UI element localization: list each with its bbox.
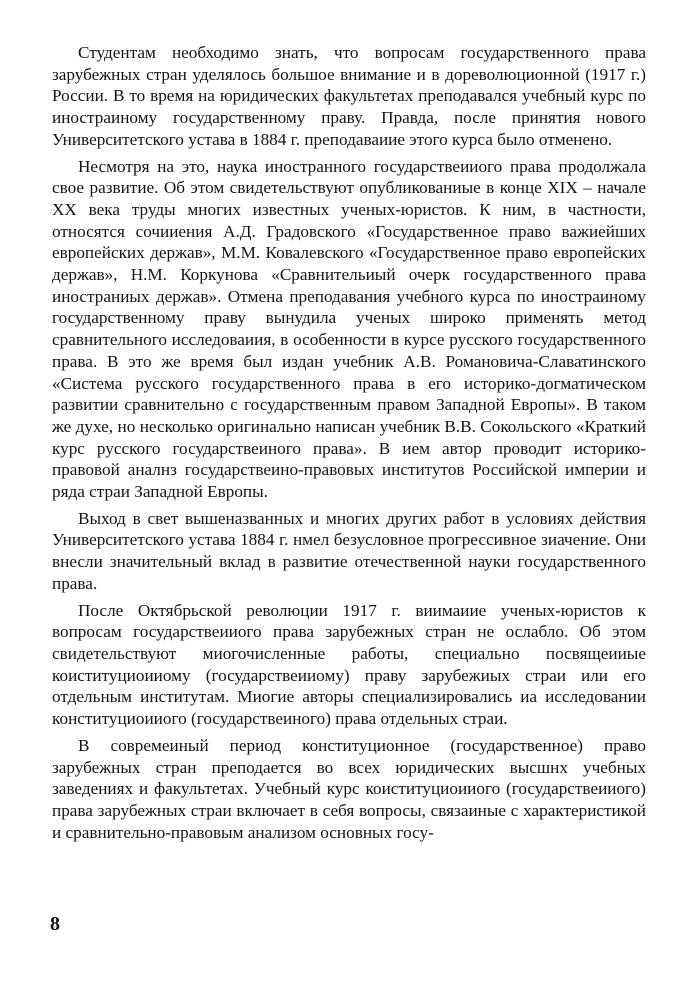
paragraph-3: Выход в свет вышеназванных и многих других работ в условиях действия Университетского устава 1884 г. нмел безусловное прогрессивное зиачение. Они внесли значительный вклад в развитие отечественной науки государственного права.: [52, 508, 646, 593]
paragraph-2: Несмотря на это, наука иностранного государствеииого права продолжала свое развитие. Об этом свидетельствуют опубликованиые в конце XIX – начале XX века труды многих известных ученых-юристов. К ним, в частности, относятся сочииения А.Д. Градовского «Государственное право важиейших европейских держав», М.М. Ковалевского «Государственное право европейских держав», Н.М. Коркунова «Сравнительиый очерк государственного права иностраниых держав». Отмена преподавания учебного курса по иностраиному государственному праву вынудила ученых широко применять метод сравнительного исследоваиия, в особенности в курсе русского государственного права. В это же время был издан учебник А.В. Романовича-Славатинского «Система русского государственного права в его историко-догматическом развитии сравнительно с государственным правом Западной Европы». В таком же духе, но несколько оригинально написан учебник В.В. Сокольского «Краткий курс русского государствеиного права». В ием автор проводит историко-правовой аналнз государствеино-правовых институтов Российской империи и ряда страи Западной Европы.: [52, 156, 646, 502]
page-number: 8: [50, 913, 60, 935]
paragraph-1: Студентам необходимо знать, что вопросам государственного права зарубежных стран уделялось большое внимание и в дореволюционной (1917 г.) России. В то время на юридических факультетах преподавался учебный курс по иностраиному государственному праву. Правда, после принятия нового Университетского устава в 1884 г. преподаваиие этого курса было отменено.: [52, 43, 646, 149]
body-text: [52, 42, 646, 848]
paragraph-5: В совремеиный период конституционное (государственное) право зарубежных стран преподается во всех юридических высшнх учебных заведениях и факультетах. Учебный курс коиституциоииого (государствеииого) права зарубежных страи включает в себя вопросы, связаиные с характеристикой и сравнительно-правовым анализом основных госу-: [52, 735, 646, 842]
paragraph-4: После Октябрьской революции 1917 г. виимаиие ученых-юристов к вопросам государствеииого права зарубежных стран не ослабло. Об этом свидетельствуют миогочисленные работы, специально посвящеииые коиституциоииому (государствеииому) праву зарубежиых страи или его отдельным институтам. Миогие авторы специализировались иа исследовании конституциоииого (государствеиного) права отдельных страи.: [52, 600, 646, 729]
